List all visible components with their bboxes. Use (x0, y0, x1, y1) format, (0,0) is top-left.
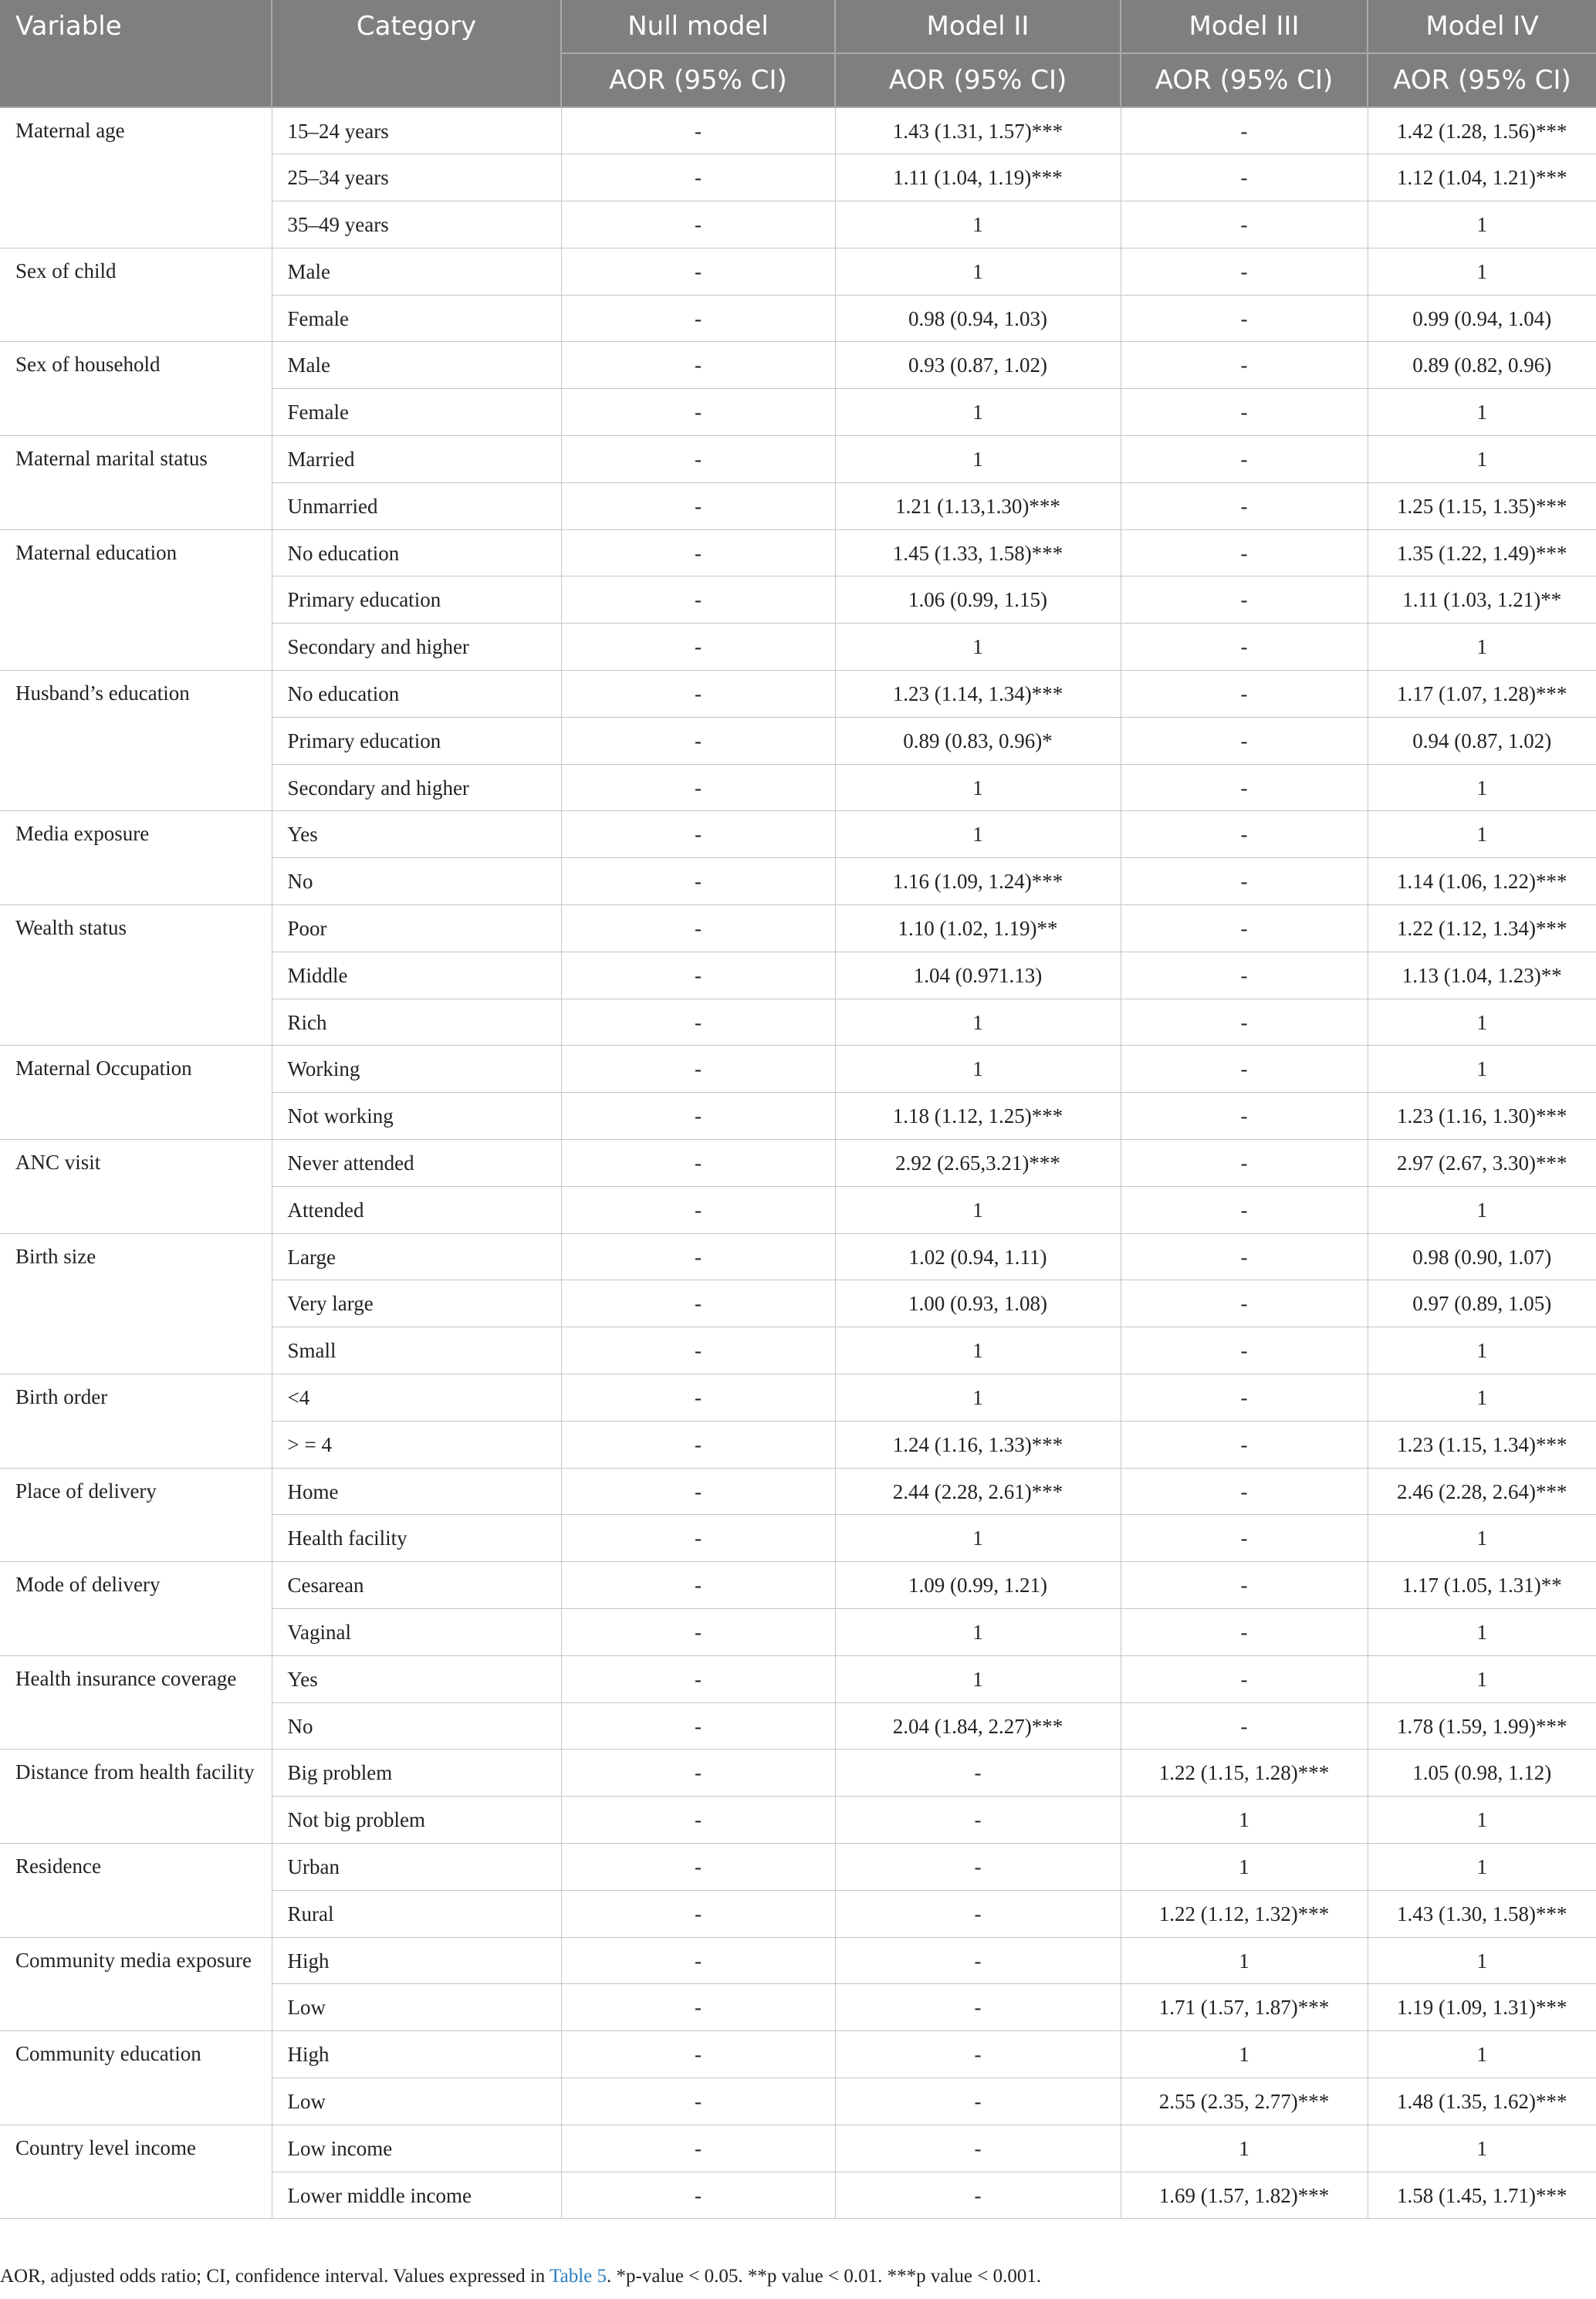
model-ii-cell: 1.02 (0.94, 1.11) (835, 1233, 1121, 1280)
null-model-cell: - (561, 154, 835, 201)
model-iv-cell: 1 (1368, 1046, 1596, 1093)
category-cell: Low income (272, 2125, 561, 2172)
model-iv-cell: 1 (1368, 2031, 1596, 2078)
category-cell: Unmarried (272, 482, 561, 529)
model-iii-cell: - (1121, 1421, 1368, 1468)
variable-cell: ANC visit (0, 1140, 272, 1234)
model-iv-cell: 0.98 (0.90, 1.07) (1368, 1233, 1596, 1280)
category-cell: No education (272, 671, 561, 718)
variable-cell: Residence (0, 1843, 272, 1937)
model-iv-cell: 2.97 (2.67, 3.30)*** (1368, 1140, 1596, 1187)
category-cell: Small (272, 1327, 561, 1374)
model-ii-cell: 1.06 (0.99, 1.15) (835, 576, 1121, 624)
table-row (0, 1468, 1596, 1515)
table-row (0, 811, 1596, 858)
null-model-cell: - (561, 717, 835, 764)
null-model-cell: - (561, 1984, 835, 2031)
model-ii-cell: 0.89 (0.83, 0.96)* (835, 717, 1121, 764)
category-cell: Big problem (272, 1750, 561, 1797)
category-cell: <4 (272, 1374, 561, 1422)
category-cell: Urban (272, 1843, 561, 1890)
model-ii-cell: 1.10 (1.02, 1.19)** (835, 905, 1121, 952)
model-ii-cell: - (835, 1797, 1121, 1844)
table-row (0, 529, 1596, 576)
variable-cell: Community education (0, 2031, 272, 2125)
model-iv-cell: 0.94 (0.87, 1.02) (1368, 717, 1596, 764)
model-iv-cell: 2.46 (2.28, 2.64)*** (1368, 1468, 1596, 1515)
null-model-cell: - (561, 1280, 835, 1327)
model-ii-cell: 1 (835, 389, 1121, 436)
model-iv-cell: 1.13 (1.04, 1.23)** (1368, 952, 1596, 999)
model-iv-cell: 1 (1368, 1797, 1596, 1844)
model-ii-cell: - (835, 1937, 1121, 1984)
null-model-cell: - (561, 1468, 835, 1515)
model-iv-cell: 1.48 (1.35, 1.62)*** (1368, 2078, 1596, 2125)
table-header (0, 0, 1596, 107)
model-iii-cell: - (1121, 764, 1368, 811)
null-model-cell: - (561, 248, 835, 295)
model-iii-cell: - (1121, 1233, 1368, 1280)
category-cell: Cesarean (272, 1562, 561, 1609)
table-row (0, 1562, 1596, 1609)
category-cell: No (272, 1702, 561, 1750)
footnote-text-before: AOR, adjusted odds ratio; CI, confidence interval. Values expressed in (0, 2266, 550, 2287)
variable-cell: Birth size (0, 1233, 272, 1374)
model-ii-cell: 1 (835, 1186, 1121, 1233)
category-cell: Attended (272, 1186, 561, 1233)
table-row (0, 671, 1596, 718)
model-iv-cell: 1.19 (1.09, 1.31)*** (1368, 1984, 1596, 2031)
category-cell: Very large (272, 1280, 561, 1327)
model-ii-cell: 1 (835, 624, 1121, 671)
model-iv-cell: 1 (1368, 1843, 1596, 1890)
null-model-cell: - (561, 858, 835, 905)
table-row (0, 1843, 1596, 1890)
model-iii-cell: - (1121, 482, 1368, 529)
model-iii-cell: - (1121, 1046, 1368, 1093)
category-cell: 15–24 years (272, 107, 561, 154)
variable-cell: Wealth status (0, 905, 272, 1046)
variable-cell: Community media exposure (0, 1937, 272, 2031)
model-ii-cell: - (835, 2078, 1121, 2125)
category-cell: Yes (272, 811, 561, 858)
category-cell: Rural (272, 1890, 561, 1937)
table-row (0, 1655, 1596, 1702)
category-cell: Low (272, 1984, 561, 2031)
model-ii-cell: 1 (835, 999, 1121, 1046)
category-cell: Secondary and higher (272, 624, 561, 671)
model-ii-cell: 0.93 (0.87, 1.02) (835, 342, 1121, 389)
model-iii-cell: - (1121, 295, 1368, 342)
model-iv-cell: 1.22 (1.12, 1.34)*** (1368, 905, 1596, 952)
variable-cell: Health insurance coverage (0, 1655, 272, 1750)
variable-cell: Maternal Occupation (0, 1046, 272, 1140)
null-model-cell: - (561, 389, 835, 436)
category-cell: Large (272, 1233, 561, 1280)
category-cell: 35–49 years (272, 201, 561, 248)
header-aor-null: AOR (95% CI) (561, 53, 835, 107)
category-cell: Middle (272, 952, 561, 999)
category-cell: Rich (272, 999, 561, 1046)
model-iv-cell: 1 (1368, 1609, 1596, 1656)
null-model-cell: - (561, 952, 835, 999)
model-ii-cell: 1 (835, 201, 1121, 248)
model-iv-cell: 1.58 (1.45, 1.71)*** (1368, 2172, 1596, 2219)
variable-cell: Distance from health facility (0, 1750, 272, 1844)
model-iii-cell: - (1121, 671, 1368, 718)
model-ii-cell: 1.16 (1.09, 1.24)*** (835, 858, 1121, 905)
category-cell: Never attended (272, 1140, 561, 1187)
model-iii-cell: - (1121, 1655, 1368, 1702)
model-ii-cell: 1.18 (1.12, 1.25)*** (835, 1093, 1121, 1140)
model-ii-cell: - (835, 2172, 1121, 2219)
null-model-cell: - (561, 295, 835, 342)
model-iii-cell: - (1121, 905, 1368, 952)
null-model-cell: - (561, 1890, 835, 1937)
variable-cell: Maternal marital status (0, 436, 272, 530)
model-iv-cell: 1 (1368, 1374, 1596, 1422)
variable-cell: Mode of delivery (0, 1562, 272, 1656)
table-row (0, 1374, 1596, 1422)
model-ii-cell: 2.44 (2.28, 2.61)*** (835, 1468, 1121, 1515)
model-ii-cell: 1.21 (1.13,1.30)*** (835, 482, 1121, 529)
model-iii-cell: - (1121, 999, 1368, 1046)
category-cell: Lower middle income (272, 2172, 561, 2219)
model-iv-cell: 1 (1368, 1937, 1596, 1984)
model-iii-cell: - (1121, 858, 1368, 905)
null-model-cell: - (561, 1562, 835, 1609)
model-iv-cell: 1 (1368, 389, 1596, 436)
null-model-cell: - (561, 764, 835, 811)
null-model-cell: - (561, 671, 835, 718)
null-model-cell: - (561, 1702, 835, 1750)
model-ii-cell: 1.04 (0.971.13) (835, 952, 1121, 999)
model-iv-cell: 1.23 (1.15, 1.34)*** (1368, 1421, 1596, 1468)
model-ii-cell: 1.09 (0.99, 1.21) (835, 1562, 1121, 1609)
table-row (0, 1140, 1596, 1187)
model-iv-cell: 1.43 (1.30, 1.58)*** (1368, 1890, 1596, 1937)
category-cell: No (272, 858, 561, 905)
null-model-cell: - (561, 2078, 835, 2125)
category-cell: Home (272, 1468, 561, 1515)
null-model-cell: - (561, 529, 835, 576)
table-footnote (0, 2266, 1041, 2287)
null-model-cell: - (561, 1186, 835, 1233)
model-iv-cell: 1 (1368, 1186, 1596, 1233)
category-cell: High (272, 2031, 561, 2078)
model-iv-cell: 1.25 (1.15, 1.35)*** (1368, 482, 1596, 529)
null-model-cell: - (561, 1327, 835, 1374)
model-iii-cell: - (1121, 529, 1368, 576)
null-model-cell: - (561, 2031, 835, 2078)
header-model-iii: Model III (1121, 0, 1368, 53)
model-ii-cell: 1.23 (1.14, 1.34)*** (835, 671, 1121, 718)
table-row (0, 1233, 1596, 1280)
model-iv-cell: 1 (1368, 624, 1596, 671)
null-model-cell: - (561, 624, 835, 671)
model-iii-cell: - (1121, 1327, 1368, 1374)
model-iv-cell: 1.17 (1.05, 1.31)** (1368, 1562, 1596, 1609)
model-ii-cell: 1 (835, 1374, 1121, 1422)
model-ii-cell: 1 (835, 764, 1121, 811)
model-iv-cell: 0.99 (0.94, 1.04) (1368, 295, 1596, 342)
model-ii-cell: 2.92 (2.65,3.21)*** (835, 1140, 1121, 1187)
header-aor-model-iv: AOR (95% CI) (1368, 53, 1596, 107)
model-ii-cell: 1 (835, 436, 1121, 483)
model-iv-cell: 0.97 (0.89, 1.05) (1368, 1280, 1596, 1327)
header-model-iv: Model IV (1368, 0, 1596, 53)
variable-cell: Birth order (0, 1374, 272, 1469)
model-iii-cell: - (1121, 154, 1368, 201)
model-iii-cell: 1.71 (1.57, 1.87)*** (1121, 1984, 1368, 2031)
model-iii-cell: - (1121, 107, 1368, 154)
category-cell: Not working (272, 1093, 561, 1140)
model-ii-cell: - (835, 1890, 1121, 1937)
model-ii-cell: 1.45 (1.33, 1.58)*** (835, 529, 1121, 576)
null-model-cell: - (561, 1609, 835, 1656)
model-iii-cell: 1.22 (1.12, 1.32)*** (1121, 1890, 1368, 1937)
model-iv-cell: 1 (1368, 248, 1596, 295)
model-iv-cell: 1 (1368, 999, 1596, 1046)
null-model-cell: - (561, 905, 835, 952)
category-cell: Married (272, 436, 561, 483)
category-cell: Vaginal (272, 1609, 561, 1656)
model-iii-cell: - (1121, 248, 1368, 295)
model-iv-cell: 1 (1368, 764, 1596, 811)
category-cell: Low (272, 2078, 561, 2125)
category-cell: No education (272, 529, 561, 576)
category-cell: Primary education (272, 717, 561, 764)
model-ii-cell: 1.24 (1.16, 1.33)*** (835, 1421, 1121, 1468)
model-iv-cell: 1.12 (1.04, 1.21)*** (1368, 154, 1596, 201)
model-iii-cell: - (1121, 1186, 1368, 1233)
model-iv-cell: 1 (1368, 1515, 1596, 1562)
category-cell: > = 4 (272, 1421, 561, 1468)
model-iii-cell: - (1121, 1374, 1368, 1422)
model-ii-cell: - (835, 1843, 1121, 1890)
null-model-cell: - (561, 1093, 835, 1140)
model-iii-cell: - (1121, 1702, 1368, 1750)
model-iii-cell: - (1121, 811, 1368, 858)
category-cell: High (272, 1937, 561, 1984)
model-iii-cell: - (1121, 624, 1368, 671)
model-iv-cell: 1 (1368, 811, 1596, 858)
variable-cell: Sex of child (0, 248, 272, 342)
model-ii-cell: 1 (835, 1327, 1121, 1374)
model-iii-cell: - (1121, 1609, 1368, 1656)
footnote-text-after: . *p-value < 0.05. **p value < 0.01. ***p value < 0.001. (607, 2266, 1042, 2287)
model-iii-cell: - (1121, 1093, 1368, 1140)
table-row (0, 2125, 1596, 2172)
table-row (0, 1750, 1596, 1797)
model-iii-cell: - (1121, 389, 1368, 436)
null-model-cell: - (561, 1046, 835, 1093)
model-ii-cell: 2.04 (1.84, 2.27)*** (835, 1702, 1121, 1750)
model-ii-cell: - (835, 1750, 1121, 1797)
null-model-cell: - (561, 811, 835, 858)
model-ii-cell: 1 (835, 1515, 1121, 1562)
table-body (0, 107, 1596, 2219)
model-iii-cell: 1.69 (1.57, 1.82)*** (1121, 2172, 1368, 2219)
model-iv-cell: 0.89 (0.82, 0.96) (1368, 342, 1596, 389)
null-model-cell: - (561, 1374, 835, 1422)
model-iii-cell: - (1121, 1140, 1368, 1187)
model-ii-cell: 1 (835, 1609, 1121, 1656)
variable-cell: Country level income (0, 2125, 272, 2219)
variable-cell: Sex of household (0, 342, 272, 436)
table-row (0, 1046, 1596, 1093)
model-ii-cell: 1 (835, 1655, 1121, 1702)
model-iii-cell: 1 (1121, 1797, 1368, 1844)
model-ii-cell: - (835, 2031, 1121, 2078)
model-iii-cell: - (1121, 342, 1368, 389)
category-cell: Working (272, 1046, 561, 1093)
model-iii-cell: - (1121, 576, 1368, 624)
model-iii-cell: - (1121, 1468, 1368, 1515)
category-cell: Yes (272, 1655, 561, 1702)
variable-cell: Maternal education (0, 529, 272, 670)
null-model-cell: - (561, 436, 835, 483)
null-model-cell: - (561, 201, 835, 248)
null-model-cell: - (561, 1655, 835, 1702)
model-ii-cell: 1.00 (0.93, 1.08) (835, 1280, 1121, 1327)
header-category: Category (272, 0, 561, 107)
variable-cell: Maternal age (0, 107, 272, 248)
table-row (0, 248, 1596, 295)
header-model-ii: Model II (835, 0, 1121, 53)
null-model-cell: - (561, 1140, 835, 1187)
model-iii-cell: - (1121, 952, 1368, 999)
table-row (0, 905, 1596, 952)
category-cell: Not big problem (272, 1797, 561, 1844)
null-model-cell: - (561, 482, 835, 529)
null-model-cell: - (561, 1515, 835, 1562)
category-cell: Health facility (272, 1515, 561, 1562)
model-iii-cell: 1.22 (1.15, 1.28)*** (1121, 1750, 1368, 1797)
model-ii-cell: 1 (835, 248, 1121, 295)
category-cell: Secondary and higher (272, 764, 561, 811)
model-ii-cell: - (835, 1984, 1121, 2031)
model-ii-cell: 1.11 (1.04, 1.19)*** (835, 154, 1121, 201)
model-iv-cell: 1 (1368, 201, 1596, 248)
table-row (0, 107, 1596, 154)
model-ii-cell: 1 (835, 811, 1121, 858)
null-model-cell: - (561, 1750, 835, 1797)
category-cell: Female (272, 389, 561, 436)
model-iii-cell: - (1121, 1562, 1368, 1609)
null-model-cell: - (561, 576, 835, 624)
model-iii-cell: 1 (1121, 2125, 1368, 2172)
variable-cell: Media exposure (0, 811, 272, 905)
model-ii-cell: 1 (835, 1046, 1121, 1093)
model-ii-cell: - (835, 2125, 1121, 2172)
category-cell: Male (272, 248, 561, 295)
table-row (0, 436, 1596, 483)
null-model-cell: - (561, 1797, 835, 1844)
category-cell: Primary education (272, 576, 561, 624)
table-row (0, 2031, 1596, 2078)
footnote-table-link[interactable]: Table 5 (549, 2266, 607, 2287)
null-model-cell: - (561, 999, 835, 1046)
model-iii-cell: - (1121, 436, 1368, 483)
null-model-cell: - (561, 1937, 835, 1984)
header-aor-model-ii: AOR (95% CI) (835, 53, 1121, 107)
model-iv-cell: 1.42 (1.28, 1.56)*** (1368, 107, 1596, 154)
model-iii-cell: 1 (1121, 1937, 1368, 1984)
null-model-cell: - (561, 1843, 835, 1890)
model-iv-cell: 1.78 (1.59, 1.99)*** (1368, 1702, 1596, 1750)
model-iii-cell: - (1121, 1280, 1368, 1327)
model-iv-cell: 1 (1368, 1327, 1596, 1374)
category-cell: Male (272, 342, 561, 389)
header-variable: Variable (0, 0, 272, 107)
null-model-cell: - (561, 107, 835, 154)
header-null-model: Null model (561, 0, 835, 53)
null-model-cell: - (561, 342, 835, 389)
model-iv-cell: 1.23 (1.16, 1.30)*** (1368, 1093, 1596, 1140)
model-iv-cell: 1.35 (1.22, 1.49)*** (1368, 529, 1596, 576)
model-ii-cell: 0.98 (0.94, 1.03) (835, 295, 1121, 342)
model-iii-cell: 1 (1121, 1843, 1368, 1890)
model-iv-cell: 1.05 (0.98, 1.12) (1368, 1750, 1596, 1797)
category-cell: 25–34 years (272, 154, 561, 201)
model-iii-cell: 1 (1121, 2031, 1368, 2078)
null-model-cell: - (561, 2125, 835, 2172)
header-aor-model-iii: AOR (95% CI) (1121, 53, 1368, 107)
variable-cell: Place of delivery (0, 1468, 272, 1562)
model-iii-cell: 2.55 (2.35, 2.77)*** (1121, 2078, 1368, 2125)
model-iv-cell: 1.17 (1.07, 1.28)*** (1368, 671, 1596, 718)
null-model-cell: - (561, 1233, 835, 1280)
model-iv-cell: 1 (1368, 1655, 1596, 1702)
category-cell: Female (272, 295, 561, 342)
variable-cell: Husband’s education (0, 671, 272, 811)
table-row (0, 342, 1596, 389)
null-model-cell: - (561, 2172, 835, 2219)
table-row (0, 1937, 1596, 1984)
model-iv-cell: 1.11 (1.03, 1.21)** (1368, 576, 1596, 624)
model-iv-cell: 1 (1368, 436, 1596, 483)
model-iii-cell: - (1121, 1515, 1368, 1562)
model-iii-cell: - (1121, 717, 1368, 764)
category-cell: Poor (272, 905, 561, 952)
null-model-cell: - (561, 1421, 835, 1468)
model-iv-cell: 1.14 (1.06, 1.22)*** (1368, 858, 1596, 905)
model-ii-cell: 1.43 (1.31, 1.57)*** (835, 107, 1121, 154)
model-iv-cell: 1 (1368, 2125, 1596, 2172)
model-iii-cell: - (1121, 201, 1368, 248)
